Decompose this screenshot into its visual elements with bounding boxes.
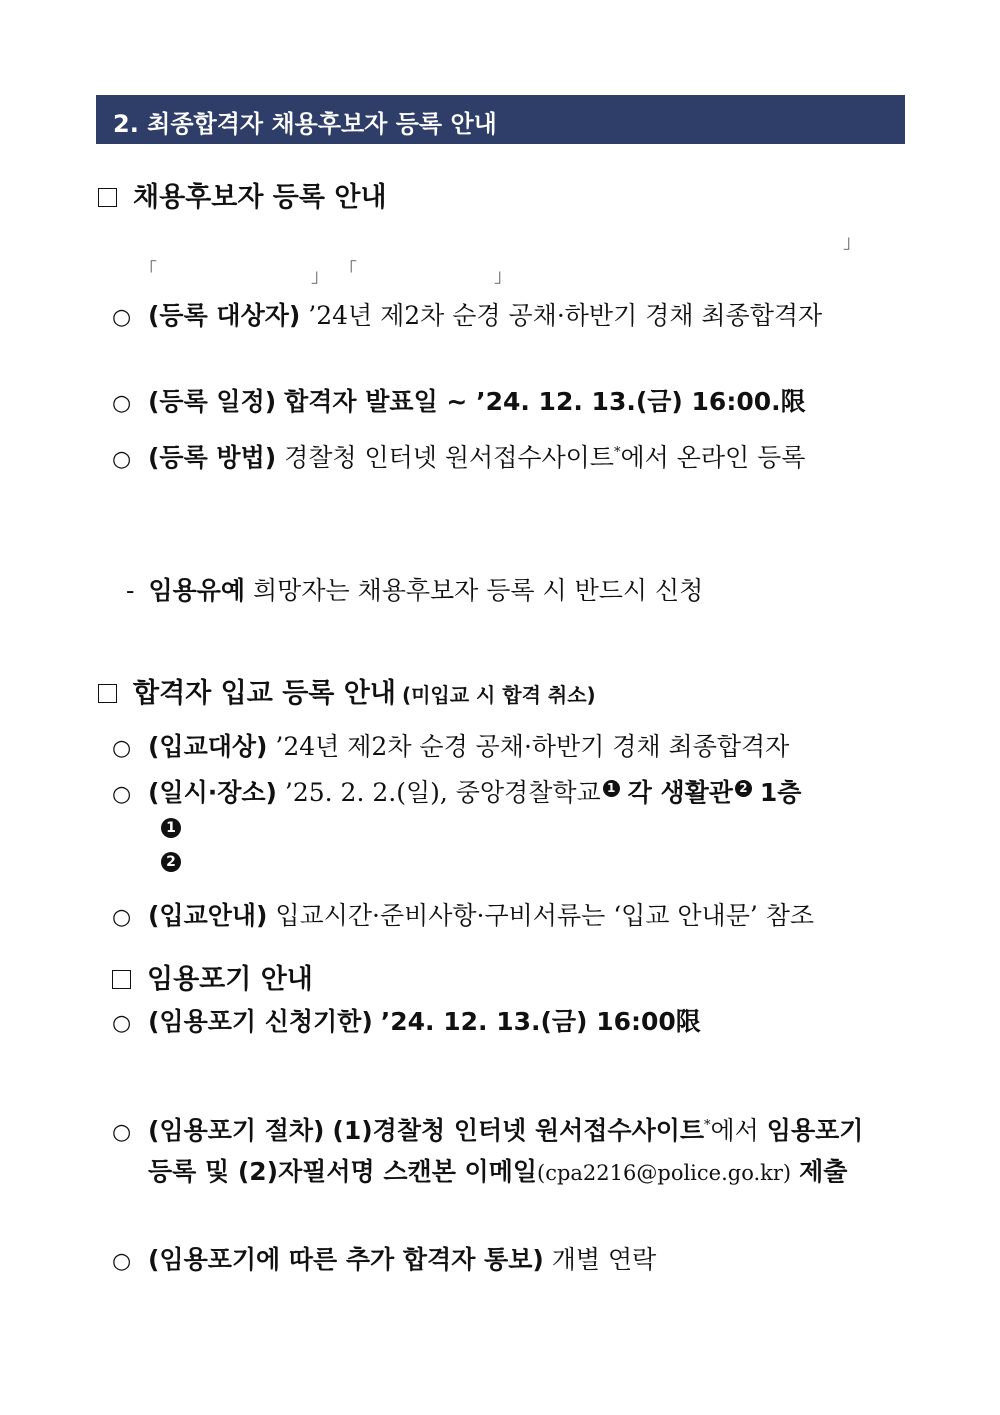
section2-heading: 합격자 입교 등록 안내 (미입교 시 합격 취소) <box>98 671 596 710</box>
list-item: ○ (등록 방법) 경찰청 인터넷 원서접수사이트*에서 온라인 등록 <box>112 443 806 472</box>
footnote-marker <box>161 851 181 872</box>
checkbox-icon <box>112 970 131 989</box>
list-item: ○ (등록 일정) 합격자 발표일 ~ ’24. 12. 13.(금) 16:00.限 <box>112 387 806 416</box>
dash-item: - 임용유예 희망자는 채용후보자 등록 시 반드시 신청 <box>126 576 704 605</box>
footnote-marker-icon: 2 <box>735 780 752 797</box>
list-item: ○ (입교안내) 입교시간·준비사항·구비서류는 ‘입교 안내문’ 참조 <box>112 901 815 930</box>
list-item: ○ (임용포기에 따른 추가 합격자 통보) 개별 연락 <box>112 1245 657 1274</box>
footnote-marker-icon: 2 <box>161 852 181 872</box>
footnote-marker-icon: 1 <box>161 818 181 838</box>
bracket-mark: 「 <box>139 260 157 281</box>
bullet-icon: ○ <box>112 391 132 416</box>
bracket-mark: 」 <box>843 232 861 253</box>
list-item: ○ (일시·장소) ’25. 2. 2.(일), 중앙경찰학교 1 각 생활관 2 1층 <box>112 778 802 807</box>
bullet-icon: ○ <box>112 905 132 930</box>
bracket-mark: 」 <box>494 266 512 287</box>
section3-heading: 임용포기 안내 <box>112 957 313 996</box>
footnote-marker-icon: 1 <box>603 780 620 797</box>
bracket-mark: 「 <box>339 260 357 281</box>
banner-title: 2. 최종합격자 채용후보자 등록 안내 <box>113 110 497 138</box>
bullet-icon: ○ <box>112 447 132 472</box>
list-item: ○ (임용포기 절차) (1)경찰청 인터넷 원서접수사이트*에서 임용포기 <box>112 1116 864 1145</box>
bullet-icon: ○ <box>112 1249 132 1274</box>
list-item-continuation: 등록 및 (2)자필서명 스캔본 이메일(cpa2216@police.go.kr) 제출 <box>148 1157 848 1186</box>
list-item: ○ (등록 대상자) ’24년 제2차 순경 공채·하반기 경채 최종합격자 <box>112 301 823 330</box>
checkbox-icon <box>98 188 117 207</box>
bullet-icon: ○ <box>112 736 132 761</box>
list-item: ○ (임용포기 신청기한) ’24. 12. 13.(금) 16:00限 <box>112 1007 701 1036</box>
section-banner <box>96 95 905 144</box>
bullet-icon: ○ <box>112 1120 132 1145</box>
bullet-icon: ○ <box>112 782 132 807</box>
footnote-marker <box>161 817 181 838</box>
section1-heading: 채용후보자 등록 안내 <box>98 175 387 214</box>
list-item: ○ (입교대상) ’24년 제2차 순경 공채·하반기 경채 최종합격자 <box>112 732 790 761</box>
bracket-mark: 」 <box>311 266 329 287</box>
bullet-icon: ○ <box>112 1011 132 1036</box>
checkbox-icon <box>98 684 117 703</box>
bullet-icon: ○ <box>112 305 132 330</box>
